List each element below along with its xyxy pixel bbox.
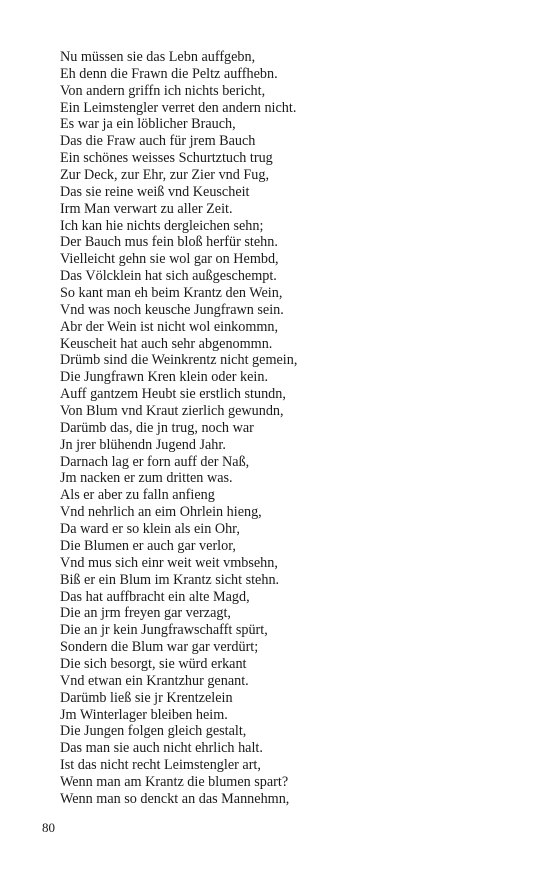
poem-line: Eh denn die Frawn die Peltz auffhebn.: [60, 65, 278, 82]
poem-line: Ein Leimstengler verret den andern nicht.: [60, 99, 297, 116]
poem-text: [60, 49, 297, 808]
poem-line: Das man sie auch nicht ehrlich halt.: [60, 740, 263, 757]
poem-line: Der Bauch mus fein bloß herfür stehn.: [60, 234, 278, 251]
poem-line: Da ward er so klein als ein Ohr,: [60, 521, 240, 538]
poem-line: Darümb ließ sie jr Krentzelein: [60, 689, 233, 706]
poem-line: Wenn man so denckt an das Mannehmn,: [60, 790, 290, 807]
poem-line: Die Blumen er auch gar verlor,: [60, 537, 236, 554]
poem-line: So kant man eh beim Krantz den Wein,: [60, 285, 283, 302]
poem-line: Keuscheit hat auch sehr abgenommn.: [60, 335, 273, 352]
poem-line: Ein schönes weisses Schurtztuch trug: [60, 150, 273, 167]
poem-line: Das die Fraw auch für jrem Bauch: [60, 133, 256, 150]
poem-line: Jn jrer blühendn Jugend Jahr.: [60, 436, 226, 453]
poem-line: Die sich besorgt, sie würd erkant: [60, 655, 247, 672]
poem-line: Wenn man am Krantz die blumen spart?: [60, 773, 289, 790]
poem-line: Das sie reine weiß vnd Keuscheit: [60, 183, 250, 200]
poem-line: Die Jungen folgen gleich gestalt,: [60, 723, 247, 740]
poem-line: Jm nacken er zum dritten was.: [60, 470, 233, 487]
poem-line: Vnd mus sich einr weit weit vmbsehn,: [60, 554, 278, 571]
poem-line: Vnd was noch keusche Jungfrawn sein.: [60, 301, 284, 318]
poem-line: Es war ja ein löblicher Brauch,: [60, 116, 236, 133]
poem-line: Darnach lag er forn auff der Naß,: [60, 453, 250, 470]
poem-line: Vnd nehrlich an eim Ohrlein hieng,: [60, 504, 262, 521]
poem-line: Zur Deck, zur Ehr, zur Zier vnd Fug,: [60, 167, 270, 184]
poem-line: Darümb das, die jn trug, noch war: [60, 419, 254, 436]
poem-line: Vielleicht gehn sie wol gar on Hembd,: [60, 251, 279, 268]
poem-line: Die an jr kein Jungfrawschafft spürt,: [60, 622, 268, 639]
poem-line: Sondern die Blum war gar verdürt;: [60, 639, 259, 656]
poem-line: Abr der Wein ist nicht wol einkommn,: [60, 318, 279, 335]
poem-line: Von andern griffn ich nichts bericht,: [60, 82, 266, 99]
page-number: 80: [42, 820, 55, 835]
poem-line: Ich kan hie nichts dergleichen sehn;: [60, 217, 264, 234]
poem-line: Biß er ein Blum im Krantz sicht stehn.: [60, 571, 280, 588]
poem-line: Jm Winterlager bleiben heim.: [60, 706, 228, 723]
poem-line: Von Blum vnd Kraut zierlich gewundn,: [60, 403, 284, 420]
poem-line: Die Jungfrawn Kren klein oder kein.: [60, 369, 269, 386]
poem-line: Das hat auffbracht ein alte Magd,: [60, 588, 250, 605]
poem-line: Irm Man verwart zu aller Zeit.: [60, 200, 233, 217]
poem-line: Auff gantzem Heubt sie erstlich stundn,: [60, 386, 286, 403]
poem-line: Das Völcklein hat sich außgeschempt.: [60, 268, 277, 285]
poem-line: Vnd etwan ein Krantzhur genant.: [60, 672, 249, 689]
poem-line: Als er aber zu falln anfieng: [60, 487, 215, 504]
poem-line: Drümb sind die Weinkrentz nicht gemein,: [60, 352, 298, 369]
poem-line: Nu müssen sie das Lebn auffgebn,: [60, 49, 256, 65]
poem-line: Die an jrm freyen gar verzagt,: [60, 605, 231, 622]
poem-line: Ist das nicht recht Leimstengler art,: [60, 757, 261, 774]
